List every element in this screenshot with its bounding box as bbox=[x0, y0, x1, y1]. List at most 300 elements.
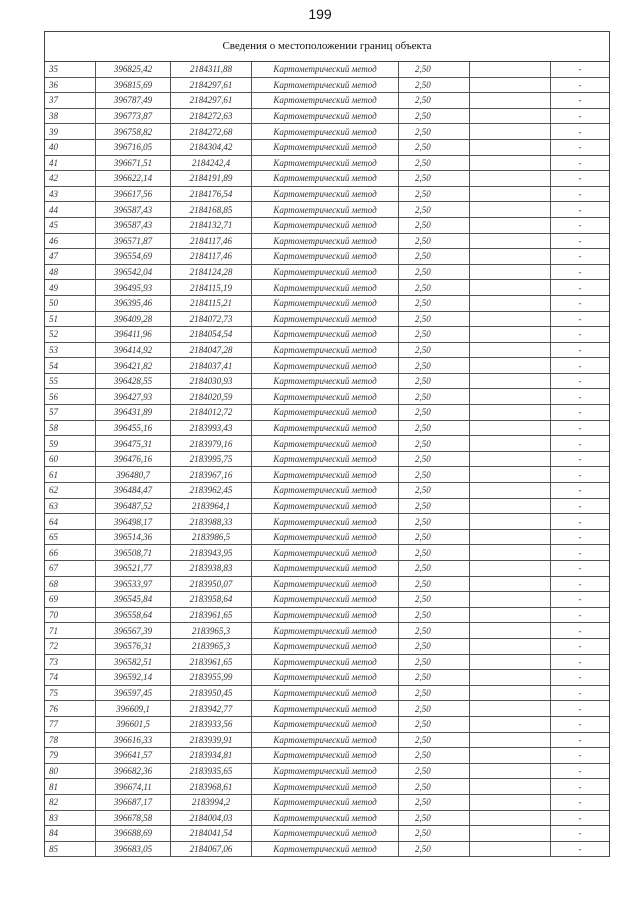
description-cell: - bbox=[551, 638, 610, 654]
description-cell: - bbox=[551, 93, 610, 109]
y-coordinate-cell: 2184297,61 bbox=[171, 77, 252, 93]
y-coordinate-cell: 2184176,54 bbox=[171, 186, 252, 202]
description-cell: - bbox=[551, 436, 610, 452]
description-cell: - bbox=[551, 670, 610, 686]
table-row bbox=[45, 826, 609, 842]
accuracy-cell: 2,50 bbox=[399, 327, 470, 343]
accuracy-cell: 2,50 bbox=[399, 139, 470, 155]
method-cell: Картометрический метод bbox=[252, 280, 399, 296]
table-row bbox=[45, 607, 609, 623]
y-coordinate-cell: 2183950,07 bbox=[171, 576, 252, 592]
x-coordinate-cell: 396773,87 bbox=[96, 108, 171, 124]
table-row bbox=[45, 748, 609, 764]
empty-cell bbox=[470, 358, 551, 374]
point-number-cell: 44 bbox=[45, 202, 96, 218]
empty-cell bbox=[470, 670, 551, 686]
y-coordinate-cell: 2184067,06 bbox=[171, 841, 252, 857]
x-coordinate-cell: 396421,82 bbox=[96, 358, 171, 374]
accuracy-cell: 2,50 bbox=[399, 748, 470, 764]
table-row bbox=[45, 514, 609, 530]
accuracy-cell: 2,50 bbox=[399, 451, 470, 467]
description-cell: - bbox=[551, 295, 610, 311]
table-row bbox=[45, 654, 609, 670]
method-cell: Картометрический метод bbox=[252, 108, 399, 124]
y-coordinate-cell: 2184117,46 bbox=[171, 249, 252, 265]
description-cell: - bbox=[551, 779, 610, 795]
accuracy-cell: 2,50 bbox=[399, 514, 470, 530]
y-coordinate-cell: 2184047,28 bbox=[171, 342, 252, 358]
y-coordinate-cell: 2183939,91 bbox=[171, 732, 252, 748]
method-cell: Картометрический метод bbox=[252, 467, 399, 483]
y-coordinate-cell: 2184054,54 bbox=[171, 327, 252, 343]
page-number: 199 bbox=[308, 6, 332, 22]
description-cell: - bbox=[551, 498, 610, 514]
point-number-cell: 80 bbox=[45, 763, 96, 779]
accuracy-cell: 2,50 bbox=[399, 249, 470, 265]
description-cell: - bbox=[551, 826, 610, 842]
y-coordinate-cell: 2183942,77 bbox=[171, 701, 252, 717]
method-cell: Картометрический метод bbox=[252, 420, 399, 436]
empty-cell bbox=[470, 186, 551, 202]
method-cell: Картометрический метод bbox=[252, 264, 399, 280]
table-row bbox=[45, 701, 609, 717]
method-cell: Картометрический метод bbox=[252, 405, 399, 421]
sheet-title: Сведения о местоположении границ объекта bbox=[45, 32, 609, 62]
y-coordinate-cell: 2184004,03 bbox=[171, 810, 252, 826]
y-coordinate-cell: 2183979,16 bbox=[171, 436, 252, 452]
x-coordinate-cell: 396567,39 bbox=[96, 623, 171, 639]
description-cell: - bbox=[551, 841, 610, 857]
point-number-cell: 74 bbox=[45, 670, 96, 686]
method-cell: Картометрический метод bbox=[252, 358, 399, 374]
empty-cell bbox=[470, 545, 551, 561]
point-number-cell: 61 bbox=[45, 467, 96, 483]
accuracy-cell: 2,50 bbox=[399, 202, 470, 218]
description-cell: - bbox=[551, 810, 610, 826]
method-cell: Картометрический метод bbox=[252, 451, 399, 467]
description-cell: - bbox=[551, 264, 610, 280]
table-row bbox=[45, 62, 609, 77]
description-cell: - bbox=[551, 561, 610, 577]
y-coordinate-cell: 2183961,65 bbox=[171, 607, 252, 623]
x-coordinate-cell: 396758,82 bbox=[96, 124, 171, 140]
x-coordinate-cell: 396787,49 bbox=[96, 93, 171, 109]
empty-cell bbox=[470, 311, 551, 327]
table-row bbox=[45, 763, 609, 779]
empty-cell bbox=[470, 389, 551, 405]
accuracy-cell: 2,50 bbox=[399, 62, 470, 77]
empty-cell bbox=[470, 280, 551, 296]
x-coordinate-cell: 396687,17 bbox=[96, 794, 171, 810]
point-number-cell: 78 bbox=[45, 732, 96, 748]
point-number-cell: 62 bbox=[45, 483, 96, 499]
empty-cell bbox=[470, 592, 551, 608]
accuracy-cell: 2,50 bbox=[399, 186, 470, 202]
table-row bbox=[45, 716, 609, 732]
accuracy-cell: 2,50 bbox=[399, 529, 470, 545]
description-cell: - bbox=[551, 405, 610, 421]
method-cell: Картометрический метод bbox=[252, 233, 399, 249]
empty-cell bbox=[470, 810, 551, 826]
method-cell: Картометрический метод bbox=[252, 701, 399, 717]
accuracy-cell: 2,50 bbox=[399, 483, 470, 499]
point-number-cell: 41 bbox=[45, 155, 96, 171]
empty-cell bbox=[470, 748, 551, 764]
y-coordinate-cell: 2183995,75 bbox=[171, 451, 252, 467]
point-number-cell: 75 bbox=[45, 685, 96, 701]
accuracy-cell: 2,50 bbox=[399, 436, 470, 452]
table-row bbox=[45, 217, 609, 233]
accuracy-cell: 2,50 bbox=[399, 264, 470, 280]
method-cell: Картометрический метод bbox=[252, 748, 399, 764]
point-number-cell: 40 bbox=[45, 139, 96, 155]
method-cell: Картометрический метод bbox=[252, 592, 399, 608]
x-coordinate-cell: 396576,31 bbox=[96, 638, 171, 654]
x-coordinate-cell: 396475,31 bbox=[96, 436, 171, 452]
method-cell: Картометрический метод bbox=[252, 93, 399, 109]
empty-cell bbox=[470, 295, 551, 311]
accuracy-cell: 2,50 bbox=[399, 358, 470, 374]
method-cell: Картометрический метод bbox=[252, 249, 399, 265]
y-coordinate-cell: 2183950,45 bbox=[171, 685, 252, 701]
empty-cell bbox=[470, 514, 551, 530]
table-row bbox=[45, 311, 609, 327]
table-row bbox=[45, 779, 609, 795]
x-coordinate-cell: 396716,05 bbox=[96, 139, 171, 155]
empty-cell bbox=[470, 483, 551, 499]
empty-cell bbox=[470, 373, 551, 389]
table-row bbox=[45, 670, 609, 686]
table-row bbox=[45, 483, 609, 499]
x-coordinate-cell: 396411,96 bbox=[96, 327, 171, 343]
point-number-cell: 39 bbox=[45, 124, 96, 140]
x-coordinate-cell: 396671,51 bbox=[96, 155, 171, 171]
table-row bbox=[45, 264, 609, 280]
x-coordinate-cell: 396514,36 bbox=[96, 529, 171, 545]
y-coordinate-cell: 2183955,99 bbox=[171, 670, 252, 686]
x-coordinate-cell: 396484,47 bbox=[96, 483, 171, 499]
description-cell: - bbox=[551, 483, 610, 499]
description-cell: - bbox=[551, 139, 610, 155]
description-cell: - bbox=[551, 108, 610, 124]
y-coordinate-cell: 2183935,65 bbox=[171, 763, 252, 779]
table-row bbox=[45, 124, 609, 140]
description-cell: - bbox=[551, 607, 610, 623]
y-coordinate-cell: 2183964,1 bbox=[171, 498, 252, 514]
x-coordinate-cell: 396616,33 bbox=[96, 732, 171, 748]
table-row bbox=[45, 576, 609, 592]
y-coordinate-cell: 2184115,19 bbox=[171, 280, 252, 296]
table-row bbox=[45, 342, 609, 358]
description-cell: - bbox=[551, 202, 610, 218]
point-number-cell: 68 bbox=[45, 576, 96, 592]
description-cell: - bbox=[551, 233, 610, 249]
table-row bbox=[45, 592, 609, 608]
description-cell: - bbox=[551, 249, 610, 265]
empty-cell bbox=[470, 763, 551, 779]
x-coordinate-cell: 396545,84 bbox=[96, 592, 171, 608]
x-coordinate-cell: 396431,89 bbox=[96, 405, 171, 421]
point-number-cell: 58 bbox=[45, 420, 96, 436]
x-coordinate-cell: 396597,45 bbox=[96, 685, 171, 701]
point-number-cell: 53 bbox=[45, 342, 96, 358]
y-coordinate-cell: 2184020,59 bbox=[171, 389, 252, 405]
method-cell: Картометрический метод bbox=[252, 685, 399, 701]
table-row bbox=[45, 108, 609, 124]
accuracy-cell: 2,50 bbox=[399, 716, 470, 732]
point-number-cell: 49 bbox=[45, 280, 96, 296]
point-number-cell: 48 bbox=[45, 264, 96, 280]
table-row bbox=[45, 233, 609, 249]
accuracy-cell: 2,50 bbox=[399, 576, 470, 592]
table-row bbox=[45, 451, 609, 467]
empty-cell bbox=[470, 139, 551, 155]
y-coordinate-cell: 2184072,73 bbox=[171, 311, 252, 327]
table-row bbox=[45, 732, 609, 748]
point-number-cell: 42 bbox=[45, 171, 96, 187]
point-number-cell: 65 bbox=[45, 529, 96, 545]
method-cell: Картометрический метод bbox=[252, 171, 399, 187]
y-coordinate-cell: 2183967,16 bbox=[171, 467, 252, 483]
x-coordinate-cell: 396428,55 bbox=[96, 373, 171, 389]
empty-cell bbox=[470, 467, 551, 483]
x-coordinate-cell: 396609,1 bbox=[96, 701, 171, 717]
point-number-cell: 59 bbox=[45, 436, 96, 452]
method-cell: Картометрический метод bbox=[252, 810, 399, 826]
description-cell: - bbox=[551, 327, 610, 343]
description-cell: - bbox=[551, 186, 610, 202]
x-coordinate-cell: 396542,04 bbox=[96, 264, 171, 280]
y-coordinate-cell: 2184272,63 bbox=[171, 108, 252, 124]
empty-cell bbox=[470, 841, 551, 857]
description-cell: - bbox=[551, 467, 610, 483]
point-number-cell: 82 bbox=[45, 794, 96, 810]
x-coordinate-cell: 396508,71 bbox=[96, 545, 171, 561]
method-cell: Картометрический метод bbox=[252, 716, 399, 732]
method-cell: Картометрический метод bbox=[252, 342, 399, 358]
table-row bbox=[45, 202, 609, 218]
accuracy-cell: 2,50 bbox=[399, 592, 470, 608]
accuracy-cell: 2,50 bbox=[399, 405, 470, 421]
accuracy-cell: 2,50 bbox=[399, 826, 470, 842]
table-row bbox=[45, 280, 609, 296]
description-cell: - bbox=[551, 716, 610, 732]
point-number-cell: 76 bbox=[45, 701, 96, 717]
x-coordinate-cell: 396480,7 bbox=[96, 467, 171, 483]
empty-cell bbox=[470, 498, 551, 514]
point-number-cell: 70 bbox=[45, 607, 96, 623]
y-coordinate-cell: 2184297,61 bbox=[171, 93, 252, 109]
accuracy-cell: 2,50 bbox=[399, 545, 470, 561]
description-cell: - bbox=[551, 529, 610, 545]
accuracy-cell: 2,50 bbox=[399, 732, 470, 748]
y-coordinate-cell: 2184168,85 bbox=[171, 202, 252, 218]
y-coordinate-cell: 2183938,83 bbox=[171, 561, 252, 577]
empty-cell bbox=[470, 171, 551, 187]
y-coordinate-cell: 2184132,71 bbox=[171, 217, 252, 233]
x-coordinate-cell: 396622,14 bbox=[96, 171, 171, 187]
accuracy-cell: 2,50 bbox=[399, 124, 470, 140]
table-row bbox=[45, 638, 609, 654]
empty-cell bbox=[470, 685, 551, 701]
y-coordinate-cell: 2183943,95 bbox=[171, 545, 252, 561]
table-row bbox=[45, 373, 609, 389]
point-number-cell: 60 bbox=[45, 451, 96, 467]
point-number-cell: 77 bbox=[45, 716, 96, 732]
description-cell: - bbox=[551, 654, 610, 670]
accuracy-cell: 2,50 bbox=[399, 311, 470, 327]
x-coordinate-cell: 396487,52 bbox=[96, 498, 171, 514]
method-cell: Картометрический метод bbox=[252, 623, 399, 639]
table-row bbox=[45, 358, 609, 374]
point-number-cell: 64 bbox=[45, 514, 96, 530]
x-coordinate-cell: 396674,11 bbox=[96, 779, 171, 795]
empty-cell bbox=[470, 794, 551, 810]
accuracy-cell: 2,50 bbox=[399, 654, 470, 670]
point-number-cell: 81 bbox=[45, 779, 96, 795]
y-coordinate-cell: 2184311,88 bbox=[171, 62, 252, 77]
method-cell: Картометрический метод bbox=[252, 436, 399, 452]
table-row bbox=[45, 186, 609, 202]
accuracy-cell: 2,50 bbox=[399, 623, 470, 639]
empty-cell bbox=[470, 451, 551, 467]
x-coordinate-cell: 396533,97 bbox=[96, 576, 171, 592]
table-row bbox=[45, 249, 609, 265]
x-coordinate-cell: 396641,57 bbox=[96, 748, 171, 764]
empty-cell bbox=[470, 638, 551, 654]
accuracy-cell: 2,50 bbox=[399, 233, 470, 249]
empty-cell bbox=[470, 108, 551, 124]
empty-cell bbox=[470, 654, 551, 670]
x-coordinate-cell: 396414,92 bbox=[96, 342, 171, 358]
description-cell: - bbox=[551, 685, 610, 701]
accuracy-cell: 2,50 bbox=[399, 280, 470, 296]
y-coordinate-cell: 2184030,93 bbox=[171, 373, 252, 389]
method-cell: Картометрический метод bbox=[252, 779, 399, 795]
method-cell: Картометрический метод bbox=[252, 763, 399, 779]
method-cell: Картометрический метод bbox=[252, 77, 399, 93]
x-coordinate-cell: 396815,69 bbox=[96, 77, 171, 93]
description-cell: - bbox=[551, 217, 610, 233]
accuracy-cell: 2,50 bbox=[399, 295, 470, 311]
point-number-cell: 38 bbox=[45, 108, 96, 124]
point-number-cell: 71 bbox=[45, 623, 96, 639]
accuracy-cell: 2,50 bbox=[399, 342, 470, 358]
x-coordinate-cell: 396587,43 bbox=[96, 217, 171, 233]
accuracy-cell: 2,50 bbox=[399, 607, 470, 623]
method-cell: Картометрический метод bbox=[252, 607, 399, 623]
accuracy-cell: 2,50 bbox=[399, 155, 470, 171]
x-coordinate-cell: 396678,58 bbox=[96, 810, 171, 826]
empty-cell bbox=[470, 249, 551, 265]
y-coordinate-cell: 2183994,2 bbox=[171, 794, 252, 810]
y-coordinate-cell: 2184304,42 bbox=[171, 139, 252, 155]
empty-cell bbox=[470, 93, 551, 109]
table-row bbox=[45, 327, 609, 343]
accuracy-cell: 2,50 bbox=[399, 638, 470, 654]
y-coordinate-cell: 2184191,89 bbox=[171, 171, 252, 187]
method-cell: Картометрический метод bbox=[252, 732, 399, 748]
empty-cell bbox=[470, 576, 551, 592]
y-coordinate-cell: 2183961,65 bbox=[171, 654, 252, 670]
point-number-cell: 67 bbox=[45, 561, 96, 577]
empty-cell bbox=[470, 436, 551, 452]
description-cell: - bbox=[551, 389, 610, 405]
accuracy-cell: 2,50 bbox=[399, 794, 470, 810]
empty-cell bbox=[470, 420, 551, 436]
point-number-cell: 35 bbox=[45, 62, 96, 77]
description-cell: - bbox=[551, 62, 610, 77]
x-coordinate-cell: 396427,93 bbox=[96, 389, 171, 405]
empty-cell bbox=[470, 62, 551, 77]
accuracy-cell: 2,50 bbox=[399, 685, 470, 701]
accuracy-cell: 2,50 bbox=[399, 217, 470, 233]
table-row bbox=[45, 685, 609, 701]
x-coordinate-cell: 396521,77 bbox=[96, 561, 171, 577]
empty-cell bbox=[470, 779, 551, 795]
table-row bbox=[45, 436, 609, 452]
y-coordinate-cell: 2183986,5 bbox=[171, 529, 252, 545]
point-number-cell: 83 bbox=[45, 810, 96, 826]
method-cell: Картометрический метод bbox=[252, 202, 399, 218]
point-number-cell: 73 bbox=[45, 654, 96, 670]
point-number-cell: 46 bbox=[45, 233, 96, 249]
accuracy-cell: 2,50 bbox=[399, 779, 470, 795]
method-cell: Картометрический метод bbox=[252, 545, 399, 561]
table-row bbox=[45, 405, 609, 421]
x-coordinate-cell: 396683,05 bbox=[96, 841, 171, 857]
y-coordinate-cell: 2183958,64 bbox=[171, 592, 252, 608]
x-coordinate-cell: 396825,42 bbox=[96, 62, 171, 77]
empty-cell bbox=[470, 327, 551, 343]
accuracy-cell: 2,50 bbox=[399, 841, 470, 857]
y-coordinate-cell: 2184041,54 bbox=[171, 826, 252, 842]
table-row bbox=[45, 623, 609, 639]
empty-cell bbox=[470, 623, 551, 639]
empty-cell bbox=[470, 124, 551, 140]
method-cell: Картометрический метод bbox=[252, 327, 399, 343]
table-row bbox=[45, 545, 609, 561]
empty-cell bbox=[470, 529, 551, 545]
method-cell: Картометрический метод bbox=[252, 670, 399, 686]
table-row bbox=[45, 561, 609, 577]
accuracy-cell: 2,50 bbox=[399, 561, 470, 577]
method-cell: Картометрический метод bbox=[252, 638, 399, 654]
point-number-cell: 43 bbox=[45, 186, 96, 202]
accuracy-cell: 2,50 bbox=[399, 171, 470, 187]
empty-cell bbox=[470, 217, 551, 233]
method-cell: Картометрический метод bbox=[252, 841, 399, 857]
method-cell: Картометрический метод bbox=[252, 124, 399, 140]
x-coordinate-cell: 396682,36 bbox=[96, 763, 171, 779]
method-cell: Картометрический метод bbox=[252, 529, 399, 545]
y-coordinate-cell: 2183962,45 bbox=[171, 483, 252, 499]
description-cell: - bbox=[551, 732, 610, 748]
x-coordinate-cell: 396688,69 bbox=[96, 826, 171, 842]
accuracy-cell: 2,50 bbox=[399, 670, 470, 686]
x-coordinate-cell: 396409,28 bbox=[96, 311, 171, 327]
point-number-cell: 36 bbox=[45, 77, 96, 93]
description-cell: - bbox=[551, 358, 610, 374]
x-coordinate-cell: 396495,93 bbox=[96, 280, 171, 296]
method-cell: Картометрический метод bbox=[252, 576, 399, 592]
point-number-cell: 52 bbox=[45, 327, 96, 343]
coordinates-table bbox=[45, 62, 609, 857]
empty-cell bbox=[470, 607, 551, 623]
accuracy-cell: 2,50 bbox=[399, 701, 470, 717]
table-row bbox=[45, 93, 609, 109]
table-row bbox=[45, 139, 609, 155]
